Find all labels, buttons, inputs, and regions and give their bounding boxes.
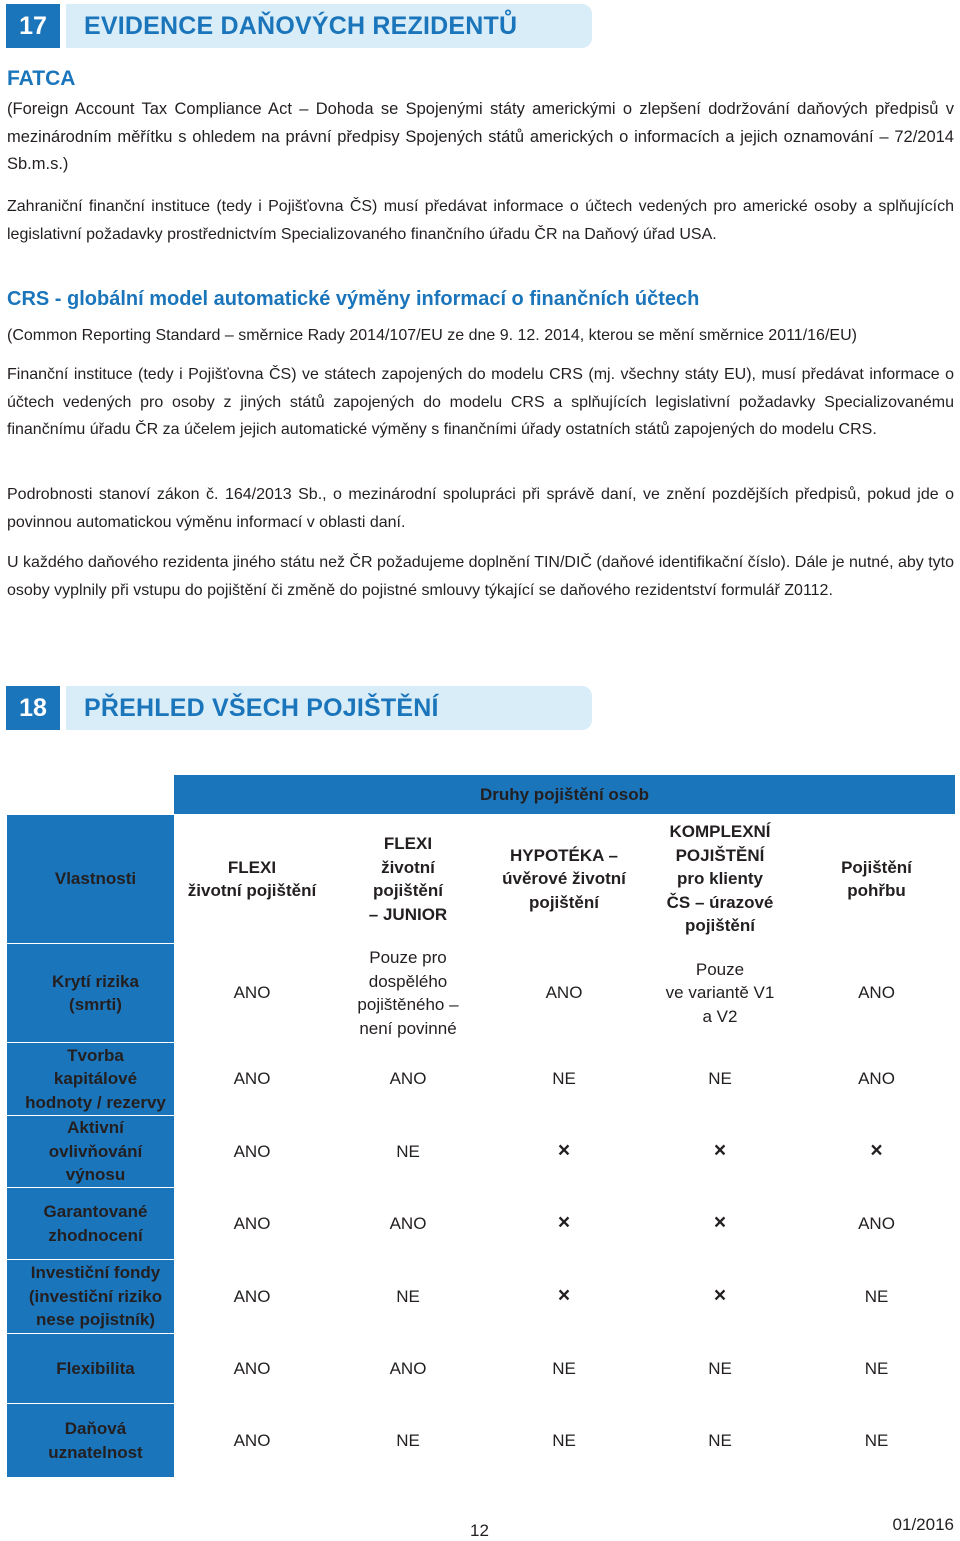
column-header: Pojištění pohřbu bbox=[798, 815, 955, 944]
table-cell: ANO bbox=[174, 1334, 330, 1404]
crs-body-1: Finanční instituce (tedy i Pojišťovna ČS) ve státech zapojených do modelu CRS (mj. všechny státy EU), musí předávat informace o účtech vedených pro osoby z jiných států zapojených do modelu CRS a splňujících legislativní požadavky Specializovanému finančnímu úřadu ČR za účelem jejich automatické výměny s finančními úřady ostatních států zapojených do modelu CRS. bbox=[7, 366, 954, 438]
table-cell: NE bbox=[486, 1043, 642, 1116]
cross-icon: × bbox=[557, 1139, 571, 1163]
issue-date: 01/2016 bbox=[892, 1515, 954, 1534]
table-cell: ANO bbox=[330, 1334, 486, 1404]
table-cell: ANO bbox=[330, 1188, 486, 1260]
table-cell: NE bbox=[486, 1334, 642, 1404]
corner-header: Vlastnosti bbox=[7, 815, 174, 944]
table-row bbox=[7, 1260, 955, 1334]
section-number: 18 bbox=[6, 686, 60, 730]
table-cell: NE bbox=[330, 1404, 486, 1478]
table-cell: NE bbox=[330, 1260, 486, 1334]
table-cell bbox=[642, 1188, 798, 1260]
column-header: KOMPLEXNÍ POJIŠTĚNÍ pro klienty ČS – úrazové pojištění bbox=[642, 815, 798, 944]
table-cell: NE bbox=[798, 1260, 955, 1334]
table-cell: ANO bbox=[798, 1188, 955, 1260]
crs-body-3: U každého daňového rezidenta jiného státu než ČR požadujeme doplnění TIN/DIČ (daňové identifikační číslo). Dále je nutné, aby tyto osoby vyplnily při vstupu do pojištění či změně do pojistné smlouvy týkající se daňového rezidentství formulář Z0112. bbox=[7, 554, 954, 599]
table-header-row bbox=[7, 815, 955, 944]
fatca-intro: (Foreign Account Tax Compliance Act – Dohoda se Spojenými státy americkými o zlepšení dodržování daňových předpisů v mezinárodním měřítku s ohledem na právní předpisy Spojených států amerických o informacích a jejich oznamování – 72/2014 Sb.m.s.) bbox=[7, 100, 954, 173]
table-cell: NE bbox=[798, 1334, 955, 1404]
cross-icon: × bbox=[713, 1139, 727, 1163]
section-17-header bbox=[6, 4, 592, 48]
table-row bbox=[7, 1116, 955, 1188]
row-label: Flexibilita bbox=[7, 1334, 174, 1404]
table-row bbox=[7, 1334, 955, 1404]
table-row bbox=[7, 1188, 955, 1260]
section-18-header bbox=[6, 686, 592, 730]
cross-icon: × bbox=[713, 1284, 727, 1308]
row-label: Daňová uznatelnost bbox=[7, 1404, 174, 1478]
cross-icon: × bbox=[713, 1211, 727, 1235]
table-cell: ANO bbox=[330, 1043, 486, 1116]
table-cell: Pouze ve variantě V1 a V2 bbox=[642, 944, 798, 1043]
table-row bbox=[7, 944, 955, 1043]
table-cell bbox=[798, 1116, 955, 1188]
column-header: FLEXI životní pojištění bbox=[174, 815, 330, 944]
table-cell: NE bbox=[486, 1404, 642, 1478]
table-cell: Pouze pro dospělého pojištěného – není povinné bbox=[330, 944, 486, 1043]
row-label: Investiční fondy (investiční riziko nese pojistník) bbox=[7, 1260, 174, 1334]
fatca-heading: FATCA bbox=[7, 67, 76, 90]
section-title: EVIDENCE DAŇOVÝCH REZIDENTŮ bbox=[66, 4, 592, 48]
table-cell: ANO bbox=[798, 944, 955, 1043]
table-cell: ANO bbox=[174, 1043, 330, 1116]
table-cell: ANO bbox=[174, 1188, 330, 1260]
table-cell: NE bbox=[642, 1404, 798, 1478]
cross-icon: × bbox=[870, 1139, 883, 1163]
table-cell bbox=[486, 1260, 642, 1334]
row-label: Tvorba kapitálové hodnoty / rezervy bbox=[7, 1043, 174, 1116]
table-cell: ANO bbox=[174, 1116, 330, 1188]
table-cell: NE bbox=[798, 1404, 955, 1478]
table-row bbox=[7, 1404, 955, 1478]
table-cell: ANO bbox=[174, 944, 330, 1043]
table-cell: NE bbox=[642, 1334, 798, 1404]
section-title: PŘEHLED VŠECH POJIŠTĚNÍ bbox=[66, 686, 592, 730]
crs-heading: CRS - globální model automatické výměny informací o finančních účtech bbox=[7, 288, 700, 310]
cross-icon: × bbox=[557, 1211, 571, 1235]
insurance-overview-table bbox=[7, 775, 955, 1478]
row-label: Aktivní ovlivňování výnosu bbox=[7, 1116, 174, 1188]
table-cell: NE bbox=[330, 1116, 486, 1188]
table-group-row bbox=[7, 775, 955, 815]
table-cell: ANO bbox=[174, 1260, 330, 1334]
table-cell bbox=[486, 1116, 642, 1188]
cross-icon: × bbox=[557, 1284, 571, 1308]
row-label: Krytí rizika (smrti) bbox=[7, 944, 174, 1043]
row-label: Garantované zhodnocení bbox=[7, 1188, 174, 1260]
crs-body-2: Podrobnosti stanoví zákon č. 164/2013 Sb., o mezinárodní spolupráci při správě daní, ve znění pozdějších předpisů, pokud jde o povinnou automatickou výměnu informací v oblasti daní. bbox=[7, 486, 954, 531]
table-row bbox=[7, 1043, 955, 1116]
table-cell: NE bbox=[642, 1043, 798, 1116]
column-header: FLEXI životní pojištění – JUNIOR bbox=[330, 815, 486, 944]
page-number: 12 bbox=[470, 1521, 489, 1540]
table-cell bbox=[486, 1188, 642, 1260]
table-cell: ANO bbox=[798, 1043, 955, 1116]
table-cell bbox=[642, 1260, 798, 1334]
column-header: HYPOTÉKA – úvěrové životní pojištění bbox=[486, 815, 642, 944]
table-cell bbox=[642, 1116, 798, 1188]
table-cell: ANO bbox=[174, 1404, 330, 1478]
group-header: Druhy pojištění osob bbox=[174, 775, 955, 815]
table-cell: ANO bbox=[486, 944, 642, 1043]
crs-intro: (Common Reporting Standard – směrnice Rady 2014/107/EU ze dne 9. 12. 2014, kterou se mění směrnice 2011/16/EU) bbox=[7, 327, 857, 344]
section-number: 17 bbox=[6, 4, 60, 48]
fatca-body: Zahraniční finanční instituce (tedy i Pojišťovna ČS) musí předávat informace o účtech vedených pro americké osoby a splňujících legislativní požadavky prostřednictvím Specializovaného finančního úřadu ČR na Daňový úřad USA. bbox=[7, 198, 954, 243]
